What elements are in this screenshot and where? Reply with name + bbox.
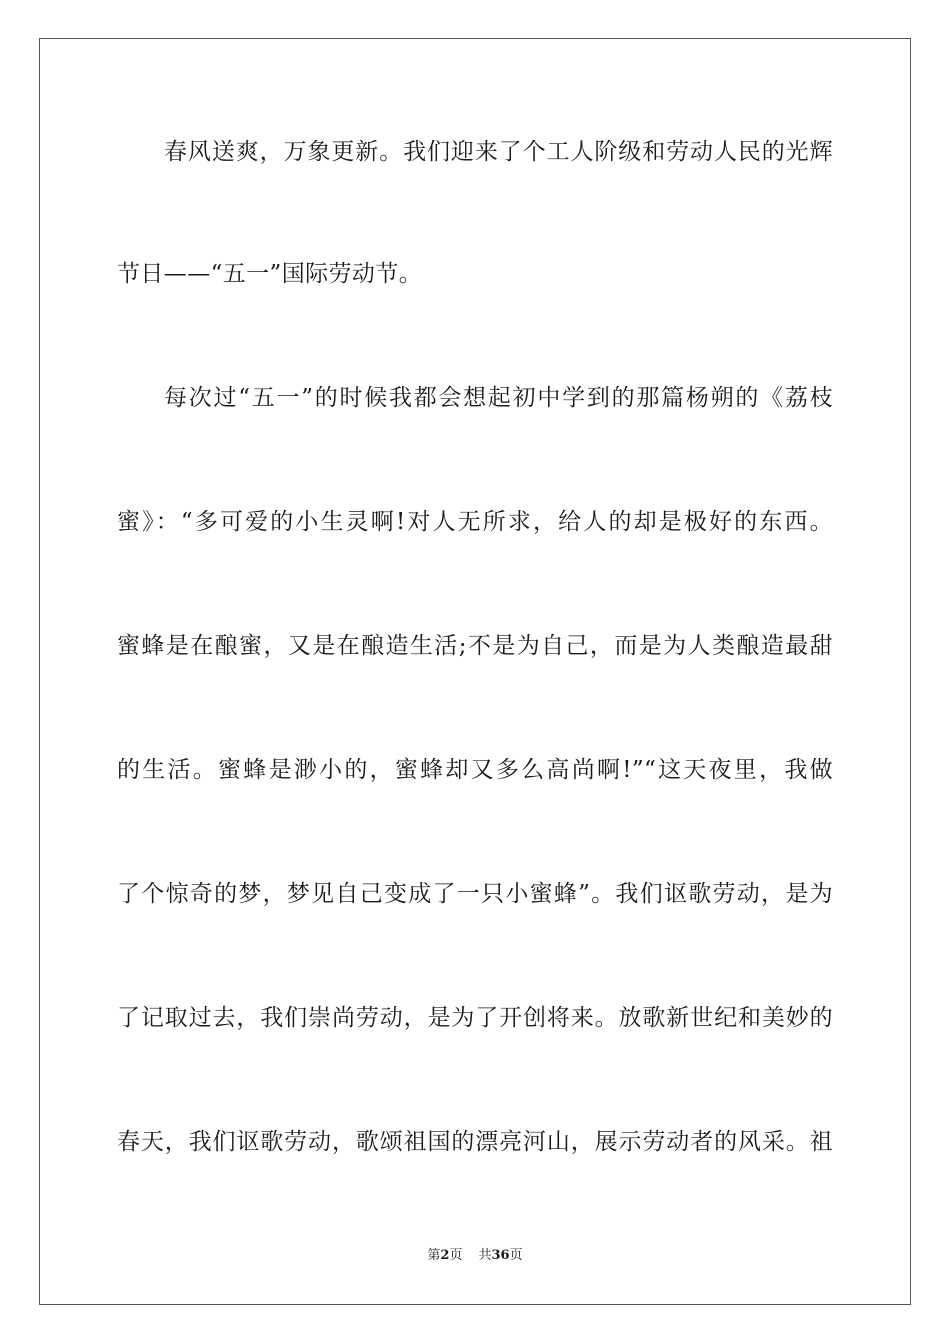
page-footer	[0, 1246, 950, 1266]
footer-page-unit: 页	[449, 1248, 463, 1263]
text-line-1: 春风送爽，万象更新。我们迎来了个工人阶级和劳动人民的光辉	[164, 139, 833, 165]
footer-total-unit: 页	[509, 1248, 523, 1263]
footer-prefix: 第	[427, 1248, 441, 1263]
footer-total-prefix: 共	[478, 1248, 492, 1263]
text-line-4: 蜜》：“多可爱的小生灵啊!对人无所求，给人的却是极好的东西。	[117, 509, 833, 535]
text-line-2: 节日——“五一”国际劳动节。	[117, 261, 423, 287]
footer-page-number: 2	[440, 1248, 450, 1263]
text-line-8: 了记取过去，我们崇尚劳动，是为了开创将来。放歌新世纪和美妙的	[117, 1005, 833, 1031]
text-line-7: 了个惊奇的梦，梦见自己变成了一只小蜜蜂”。我们讴歌劳动，是为	[117, 881, 833, 907]
page-border	[39, 38, 911, 1305]
text-line-9: 春天，我们讴歌劳动，歌颂祖国的漂亮河山，展示劳动者的风采。祖	[117, 1129, 833, 1155]
text-line-5: 蜜蜂是在酿蜜，又是在酿造生活;不是为自己，而是为人类酿造最甜	[117, 633, 833, 659]
text-line-6: 的生活。蜜蜂是渺小的，蜜蜂却又多么高尚啊!”“这天夜里，我做	[117, 757, 833, 783]
text-line-3: 每次过“五一”的时候我都会想起初中学到的那篇杨朔的《荔枝	[164, 385, 833, 411]
footer-total-pages: 36	[491, 1248, 510, 1263]
